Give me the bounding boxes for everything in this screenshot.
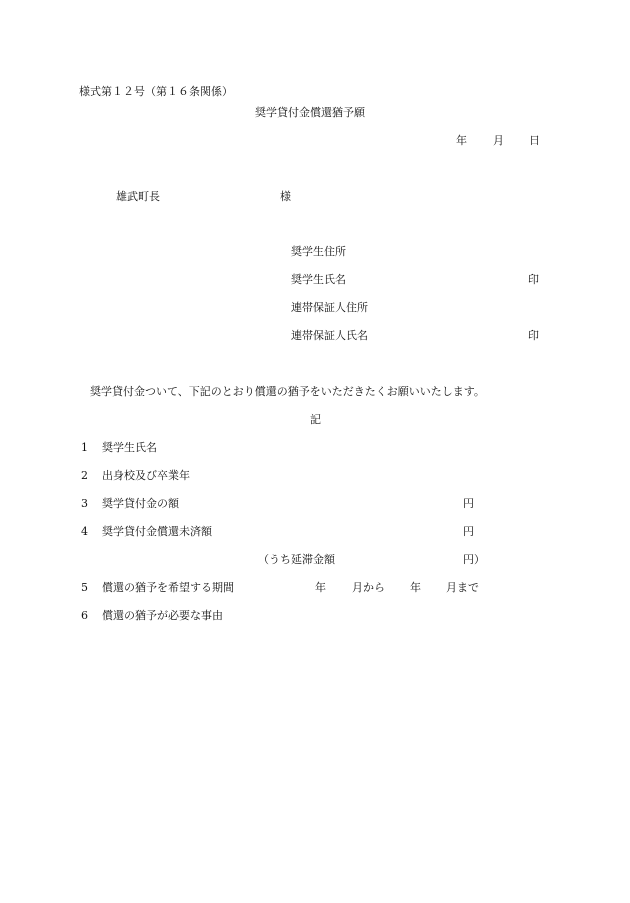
document-title: 奨学貸付金償還猶予願: [255, 106, 365, 119]
item-label: 償還の猶予が必要な事由: [102, 609, 223, 622]
form-number: 様式第１２号（第１６条関係）: [79, 85, 233, 98]
item-label: 奨学貸付金償還未済額: [102, 525, 212, 538]
item-number: 1: [81, 441, 88, 454]
overdue-label: （うち延滞金額: [258, 553, 335, 566]
item-number: 6: [81, 609, 88, 622]
ki-heading: 記: [310, 413, 321, 426]
item-label: 償還の猶予を希望する期間: [102, 581, 234, 594]
item-label: 出身校及び卒業年: [102, 469, 190, 482]
student-seal: 印: [528, 273, 539, 286]
addressee-name: 雄武町長: [116, 190, 160, 203]
item-number: 5: [81, 581, 88, 594]
yen-unit: 円: [463, 497, 474, 510]
date-year: 年: [456, 134, 467, 147]
yen-unit: 円: [463, 525, 474, 538]
student-address-label: 奨学生住所: [291, 245, 346, 258]
period-month-to: 月まで: [446, 581, 479, 594]
period-year-from: 年: [315, 581, 326, 594]
guarantor-seal: 印: [528, 329, 539, 342]
addressee-honorific: 様: [280, 190, 291, 203]
date-month: 月: [493, 134, 504, 147]
period-year-to: 年: [410, 581, 421, 594]
item-label: 奨学生氏名: [102, 441, 157, 454]
item-label: 奨学貸付金の額: [102, 497, 179, 510]
request-statement: 奨学貸付金ついて、下記のとおり償還の猶予をいただきたくお願いいたします。: [90, 385, 485, 398]
student-name-label: 奨学生氏名: [291, 273, 346, 286]
overdue-unit: 円）: [463, 553, 485, 566]
item-number: 2: [81, 469, 88, 482]
period-month-from: 月から: [352, 581, 385, 594]
item-number: 3: [81, 497, 88, 510]
guarantor-address-label: 連帯保証人住所: [291, 301, 368, 314]
date-day: 日: [529, 134, 540, 147]
item-number: 4: [81, 525, 88, 538]
guarantor-name-label: 連帯保証人氏名: [291, 329, 368, 342]
